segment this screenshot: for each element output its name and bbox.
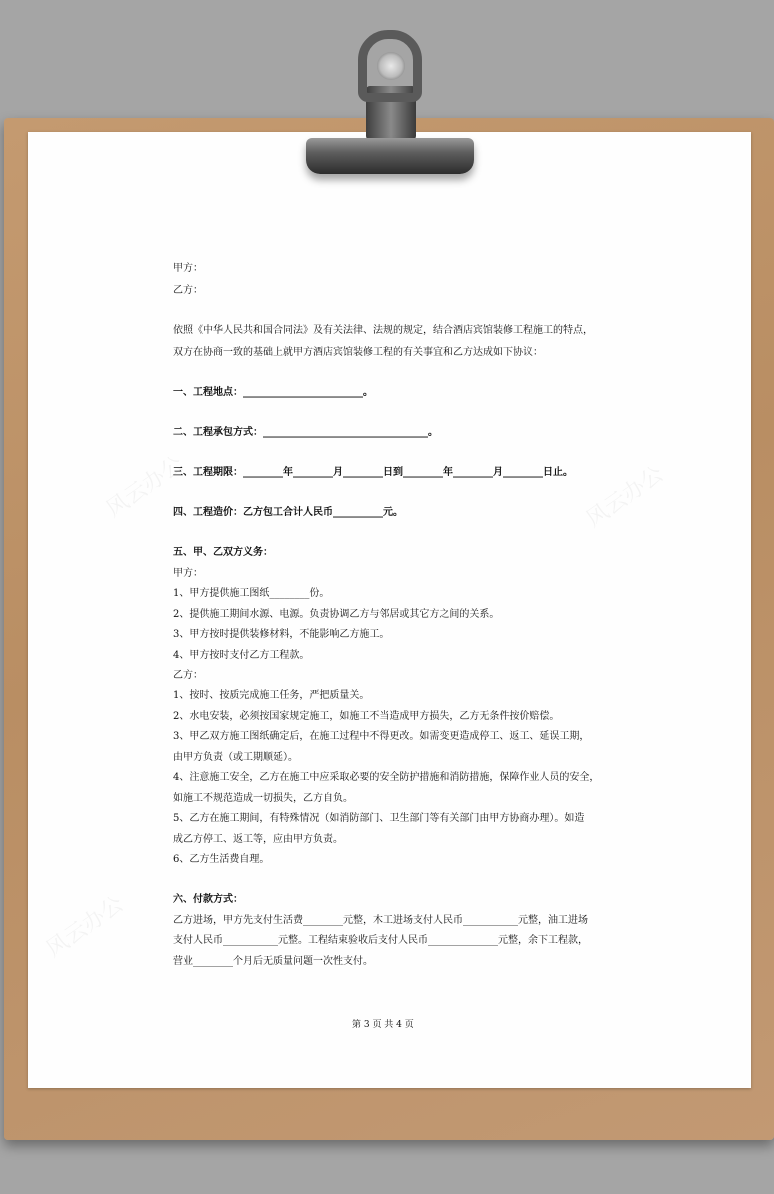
text-line: 乙方进场，甲方先支付生活费________元整，木工进场支付人民币___________元整，油工进场 xyxy=(173,915,588,926)
text-line: 2、水电安装，必须按国家规定施工，如施工不当造成甲方损失，乙方无条件按价赔偿。 xyxy=(173,711,560,722)
text-line: 甲方： xyxy=(173,568,203,579)
section-heading: 三、工程期限：________年________月________日到________年________月________日止。 xyxy=(173,467,573,478)
text-line: 支付人民币___________元整。工程结束验收后支付人民币______________元整，余下工程款， xyxy=(173,935,588,946)
text-line: 4、甲方按时支付乙方工程款。 xyxy=(173,650,310,661)
text-line: 依照《中华人民共和国合同法》及有关法律、法规的规定，结合酒店宾馆装修工程施工的特点， xyxy=(173,325,593,336)
text-line: 营业________个月后无质量问题一次性支付。 xyxy=(173,956,373,967)
text-line: 双方在协商一致的基础上就甲方酒店宾馆装修工程的有关事宜和乙方达成如下协议： xyxy=(173,347,543,358)
text-line: 甲方： xyxy=(173,263,203,274)
text-line: 2、提供施工期间水源、电源。负责协调乙方与邻居或其它方之间的关系。 xyxy=(173,609,500,620)
text-line: 由甲方负责（或工期顺延）。 xyxy=(173,752,298,763)
text-line: 1、甲方提供施工图纸________份。 xyxy=(173,588,330,599)
binder-clip-icon xyxy=(306,138,474,174)
text-line: 乙方： xyxy=(173,670,203,681)
text-line: 3、甲方按时提供装修材料，不能影响乙方施工。 xyxy=(173,629,390,640)
text-line: 乙方： xyxy=(173,285,203,296)
page-number: 第 3 页 共 4 页 xyxy=(352,1020,414,1030)
section-heading: 六、付款方式： xyxy=(173,894,243,905)
text-line: 6、乙方生活费自理。 xyxy=(173,854,270,865)
section-heading: 一、工程地点：________________________。 xyxy=(173,387,373,398)
section-heading: 五、甲、乙双方义务： xyxy=(173,547,273,558)
section-heading: 四、工程造价：乙方包工合计人民币__________元。 xyxy=(173,507,403,518)
text-line: 5、乙方在施工期间，有特殊情况（如消防部门、卫生部门等有关部门由甲方协商办理）。如造 xyxy=(173,813,585,824)
section-heading: 二、工程承包方式：_________________________________。 xyxy=(173,427,438,438)
text-line: 4、注意施工安全，乙方在施工中应采取必要的安全防护措施和消防措施，保障作业人员的安全， xyxy=(173,772,600,783)
text-line: 1、按时、按质完成施工任务，严把质量关。 xyxy=(173,690,370,701)
text-line: 3、甲乙双方施工图纸确定后，在施工过程中不得更改。如需变更造成停工、返工、延误工期， xyxy=(173,731,590,742)
binder-clip-hole xyxy=(377,52,405,80)
text-line: 成乙方停工、返工等，应由甲方负责。 xyxy=(173,834,343,845)
text-line: 如施工不规范造成一切损失，乙方自负。 xyxy=(173,793,353,804)
